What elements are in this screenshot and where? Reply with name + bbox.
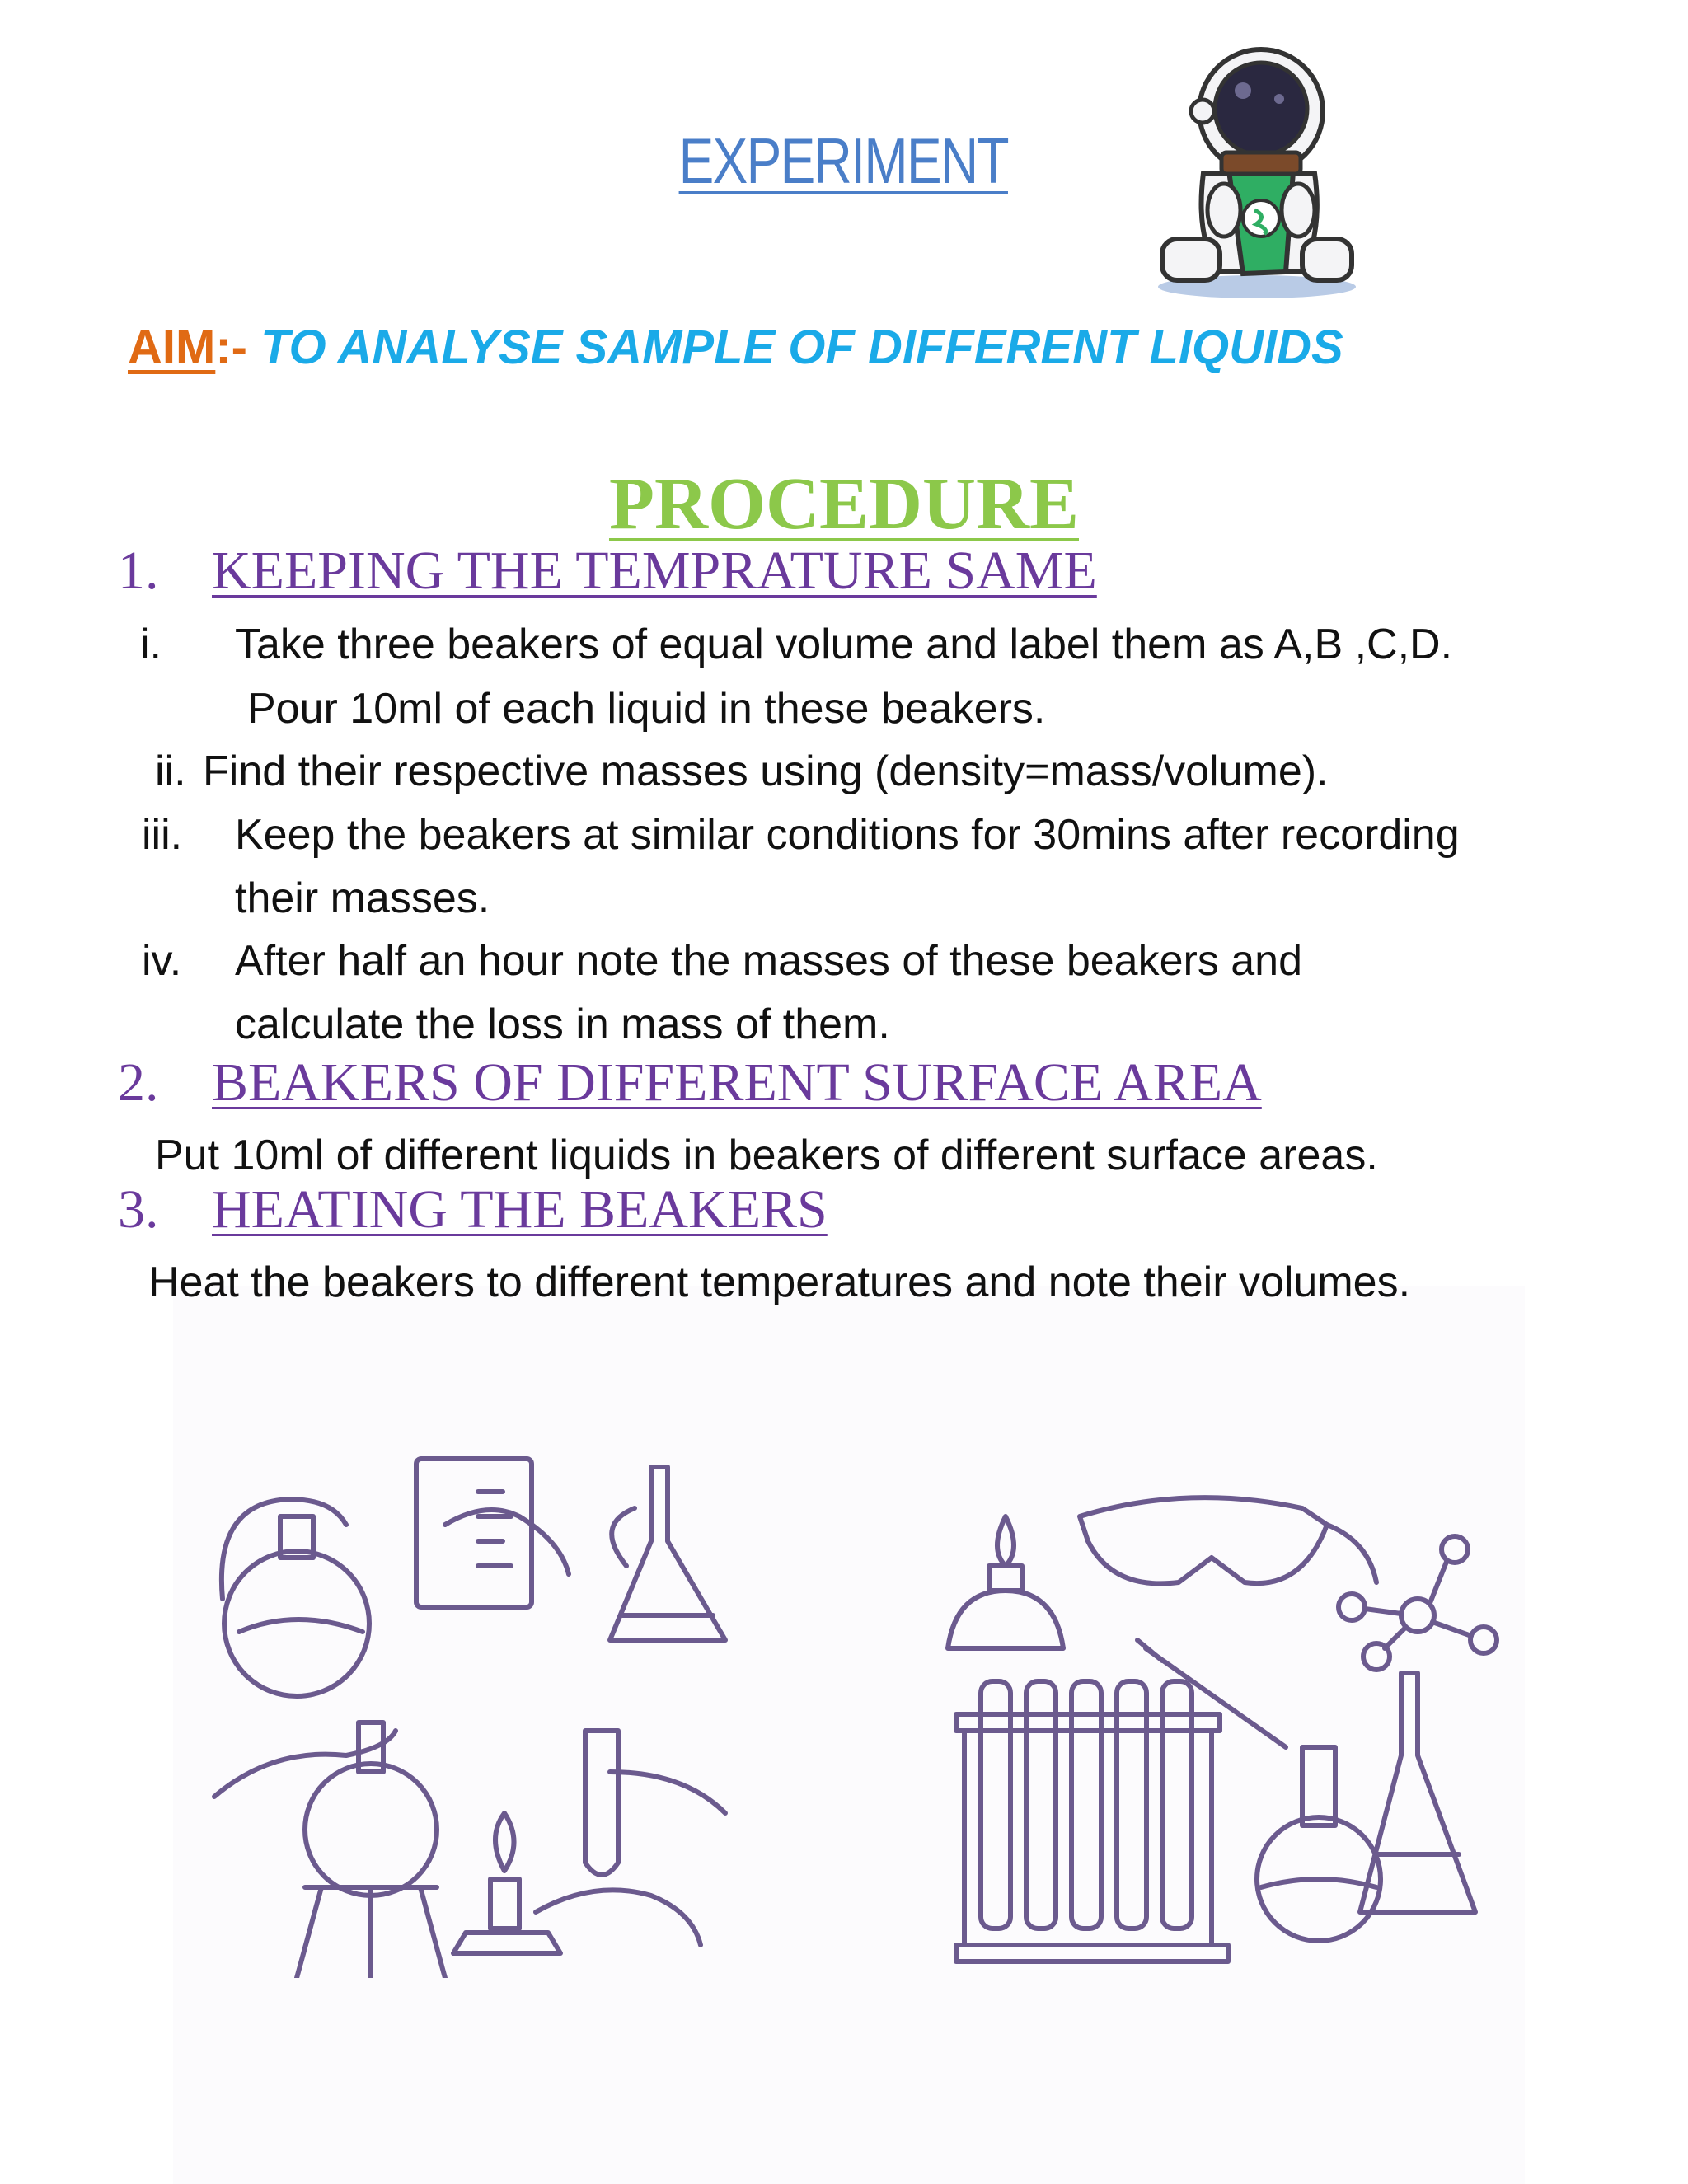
section-3-text: Heat the beakers to different temperatures and note their volumes. [148,1258,1411,1306]
step-numeral: i. [140,621,162,668]
aim-label: AIM [128,321,216,374]
step-line: After half an hour note the masses of these beakers and [235,937,1303,985]
aim-line [128,320,1343,375]
section-2-heading [118,1052,1262,1114]
lab-equipment-illustration [940,1483,1517,1978]
step-line: calculate the loss in mass of them. [235,1001,890,1048]
step-numeral: iii. [142,811,183,859]
step-line: Find their respective masses using (density=mass/volume). [203,748,1329,795]
lab-hands-illustration [206,1451,767,1978]
section-2-text: Put 10ml of different liquids in beakers of different surface areas. [155,1132,1378,1179]
step-numeral: iv. [142,937,182,985]
section-title: HEATING THE BEAKERS [212,1179,828,1240]
step-line: Pour 10ml of each liquid in these beakers. [247,685,1046,733]
section-number: 3. [118,1179,159,1240]
section-title: BEAKERS OF DIFFERENT SURFACE AREA [212,1052,1262,1113]
section-number: 2. [118,1052,159,1113]
step-numeral: ii. [155,748,186,795]
section-number: 1. [118,541,159,601]
aim-text: TO ANALYSE SAMPLE OF DIFFERENT LIQUIDS [246,321,1343,374]
procedure-heading: PROCEDURE [608,463,1079,545]
step-line: Keep the beakers at similar conditions for 30mins after recording [235,811,1460,859]
aim-separator: :- [215,321,247,374]
step-line: Take three beakers of equal volume and label them as A,B ,C,D. [235,621,1453,668]
section-3-heading [118,1179,828,1241]
section-title: KEEPING THE TEMPRATURE SAME [212,541,1097,601]
astronaut-illustration [1146,33,1360,305]
page-title: EXPERIMENT [678,124,1008,197]
section-1-heading [118,540,1097,602]
step-line: their masses. [235,874,490,922]
